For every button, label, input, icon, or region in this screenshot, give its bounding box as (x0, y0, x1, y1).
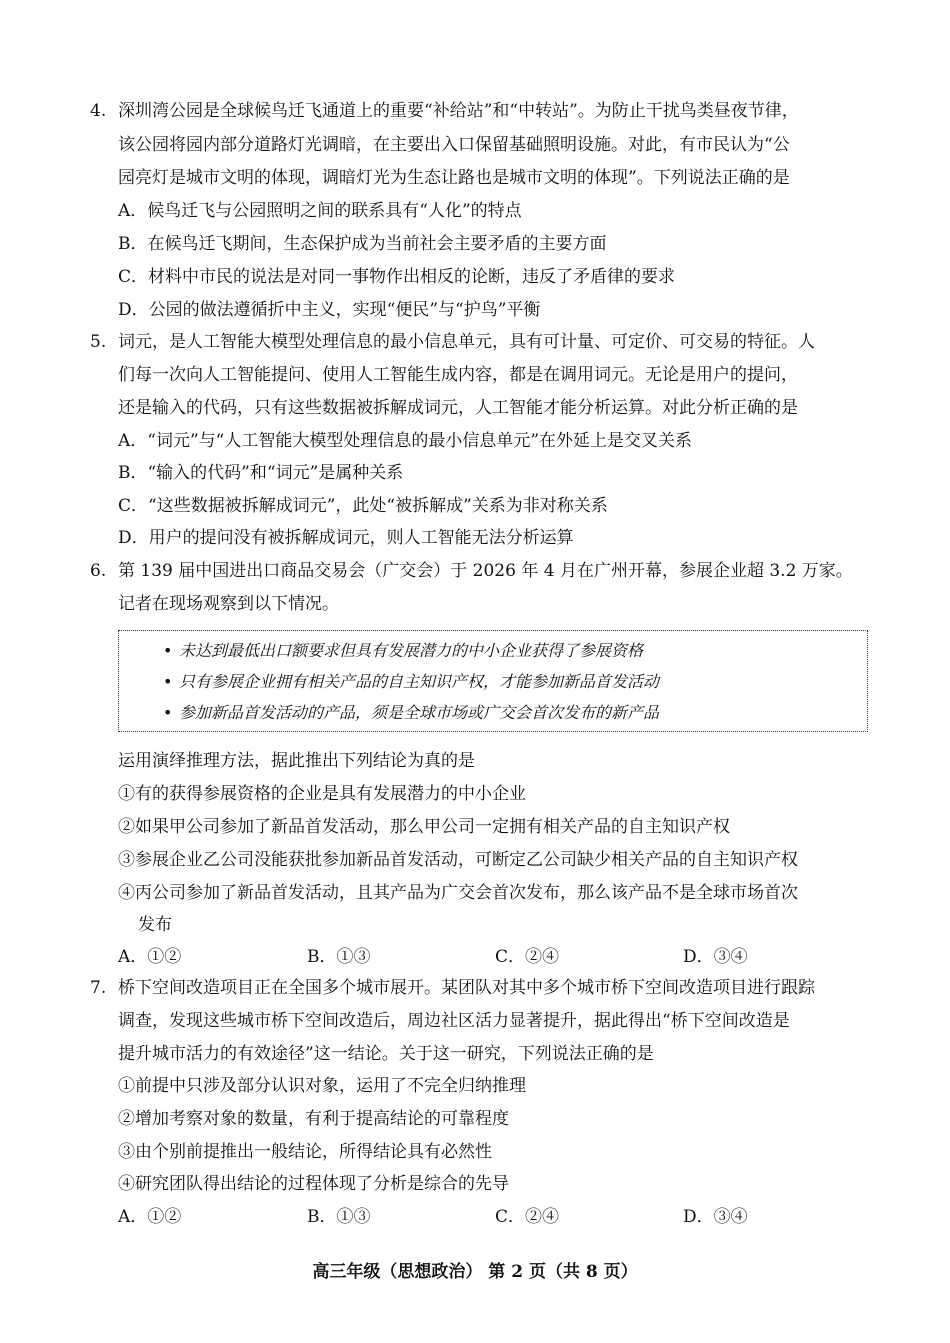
q5-stem-line-3: 还是输入的代码，只有这些数据被拆解成词元，人工智能才能分析运算。对此分析正确的是 (118, 398, 798, 418)
q4-option-a: A．候鸟迁飞与公园照明之间的联系具有“人化”的特点 (118, 201, 522, 221)
q6-box-item-1 (163, 641, 643, 661)
q6-statement-4: ④丙公司参加了新品首发活动，且其产品为广交会首次发布，那么该产品不是全球市场首次 (118, 883, 798, 903)
q6-choice-a: A．①② (118, 947, 182, 967)
bullet-icon: • (163, 672, 173, 691)
q4-option-c: C．材料中市民的说法是对同一事物作出相反的论断，违反了矛盾律的要求 (118, 267, 676, 287)
q6-statement-2: ②如果甲公司参加了新品首发活动，那么甲公司一定拥有相关产品的自主知识产权 (118, 817, 730, 837)
q7-number: 7. (90, 978, 107, 998)
q5-option-c: C．“这些数据被拆解成词元”，此处“被拆解成”关系为非对称关系 (118, 496, 608, 516)
q7-statement-3: ③由个别前提推出一般结论，所得结论具有必然性 (118, 1142, 492, 1162)
q6-stem-line-2: 记者在现场观察到以下情况。 (118, 594, 339, 614)
bullet-icon: • (163, 703, 173, 722)
q6-prompt: 运用演绎推理方法，据此推出下列结论为真的是 (118, 751, 475, 771)
q7-choice-b: B．①③ (307, 1207, 371, 1227)
page-footer: 高三年级（思想政治） 第 2 页（共 8 页） (312, 1262, 638, 1282)
q7-stem-line-2: 调查，发现这些城市桥下空间改造后，周边社区活力显著提升，据此得出“桥下空间改造是 (118, 1011, 790, 1031)
q5-option-d: D．用户的提问没有被拆解成词元，则人工智能无法分析运算 (118, 528, 574, 548)
bullet-icon: • (163, 641, 173, 660)
q4-stem-line-3: 园亮灯是城市文明的体现，调暗灯光为生态让路也是城市文明的体现”。下列说法正确的是 (118, 168, 790, 188)
q6-box-item-2 (163, 672, 659, 692)
q6-choice-b: B．①③ (307, 947, 371, 967)
q7-stem-line-1: 桥下空间改造项目正在全国多个城市展开。某团队对其中多个城市桥下空间改造项目进行跟踪 (118, 978, 815, 998)
q7-choice-d: D．③④ (683, 1207, 748, 1227)
q6-number: 6. (90, 561, 107, 581)
q6-box-item-3-text: 参加新品首发活动的产品，须是全球市场或广交会首次发布的新产品 (179, 703, 660, 722)
q7-statement-2: ②增加考察对象的数量，有利于提高结论的可靠程度 (118, 1109, 509, 1129)
q5-stem-line-1: 词元，是人工智能大模型处理信息的最小信息单元，具有可计量、可定价、可交易的特征。人 (118, 332, 815, 352)
q6-choice-d: D．③④ (683, 947, 748, 967)
q5-option-b: B．“输入的代码”和“词元”是属种关系 (118, 463, 404, 483)
q6-box-item-1-text: 未达到最低出口额要求但具有发展潜力的中小企业获得了参展资格 (179, 641, 644, 660)
q4-number: 4. (90, 101, 107, 121)
q6-box-item-3 (163, 703, 659, 723)
q5-number: 5. (90, 332, 107, 352)
q7-statement-4: ④研究团队得出结论的过程体现了分析是综合的先导 (118, 1174, 509, 1194)
q6-info-box (118, 630, 868, 732)
q7-stem-line-3: 提升城市活力的有效途径”这一结论。关于这一研究，下列说法正确的是 (118, 1044, 654, 1064)
q6-stem-line-1: 第 139 届中国进出口商品交易会（广交会）于 2026 年 4 月在广州开幕，参展企业超 3.2 万家。 (118, 561, 853, 581)
q7-statement-1: ①前提中只涉及部分认识对象，运用了不完全归纳推理 (118, 1076, 526, 1096)
q4-option-b: B．在候鸟迁飞期间，生态保护成为当前社会主要矛盾的主要方面 (118, 234, 607, 254)
q6-statement-1: ①有的获得参展资格的企业是具有发展潜力的中小企业 (118, 784, 526, 804)
q7-choice-a: A．①② (118, 1207, 182, 1227)
q6-statement-3: ③参展企业乙公司没能获批参加新品首发活动，可断定乙公司缺少相关产品的自主知识产权 (118, 850, 798, 870)
q4-option-d: D．公园的做法遵循折中主义，实现“便民”与“护鸟”平衡 (118, 300, 541, 320)
q4-stem-line-1: 深圳湾公园是全球候鸟迁飞通道上的重要“补给站”和“中转站”。为防止干扰鸟类昼夜节律， (118, 101, 799, 121)
q6-choice-c: C．②④ (495, 947, 560, 967)
q4-stem-line-2: 该公园将园内部分道路灯光调暗，在主要出入口保留基础照明设施。对此，有市民认为“公 (118, 135, 790, 155)
q6-statement-4-cont: 发布 (138, 915, 172, 935)
q5-stem-line-2: 们每一次向人工智能提问、使用人工智能生成内容，都是在调用词元。无论是用户的提问， (118, 365, 798, 385)
q7-choice-c: C．②④ (495, 1207, 560, 1227)
q5-option-a: A．“词元”与“人工智能大模型处理信息的最小信息单元”在外延上是交叉关系 (118, 431, 693, 451)
q6-box-item-2-text: 只有参展企业拥有相关产品的自主知识产权，才能参加新品首发活动 (179, 672, 660, 691)
